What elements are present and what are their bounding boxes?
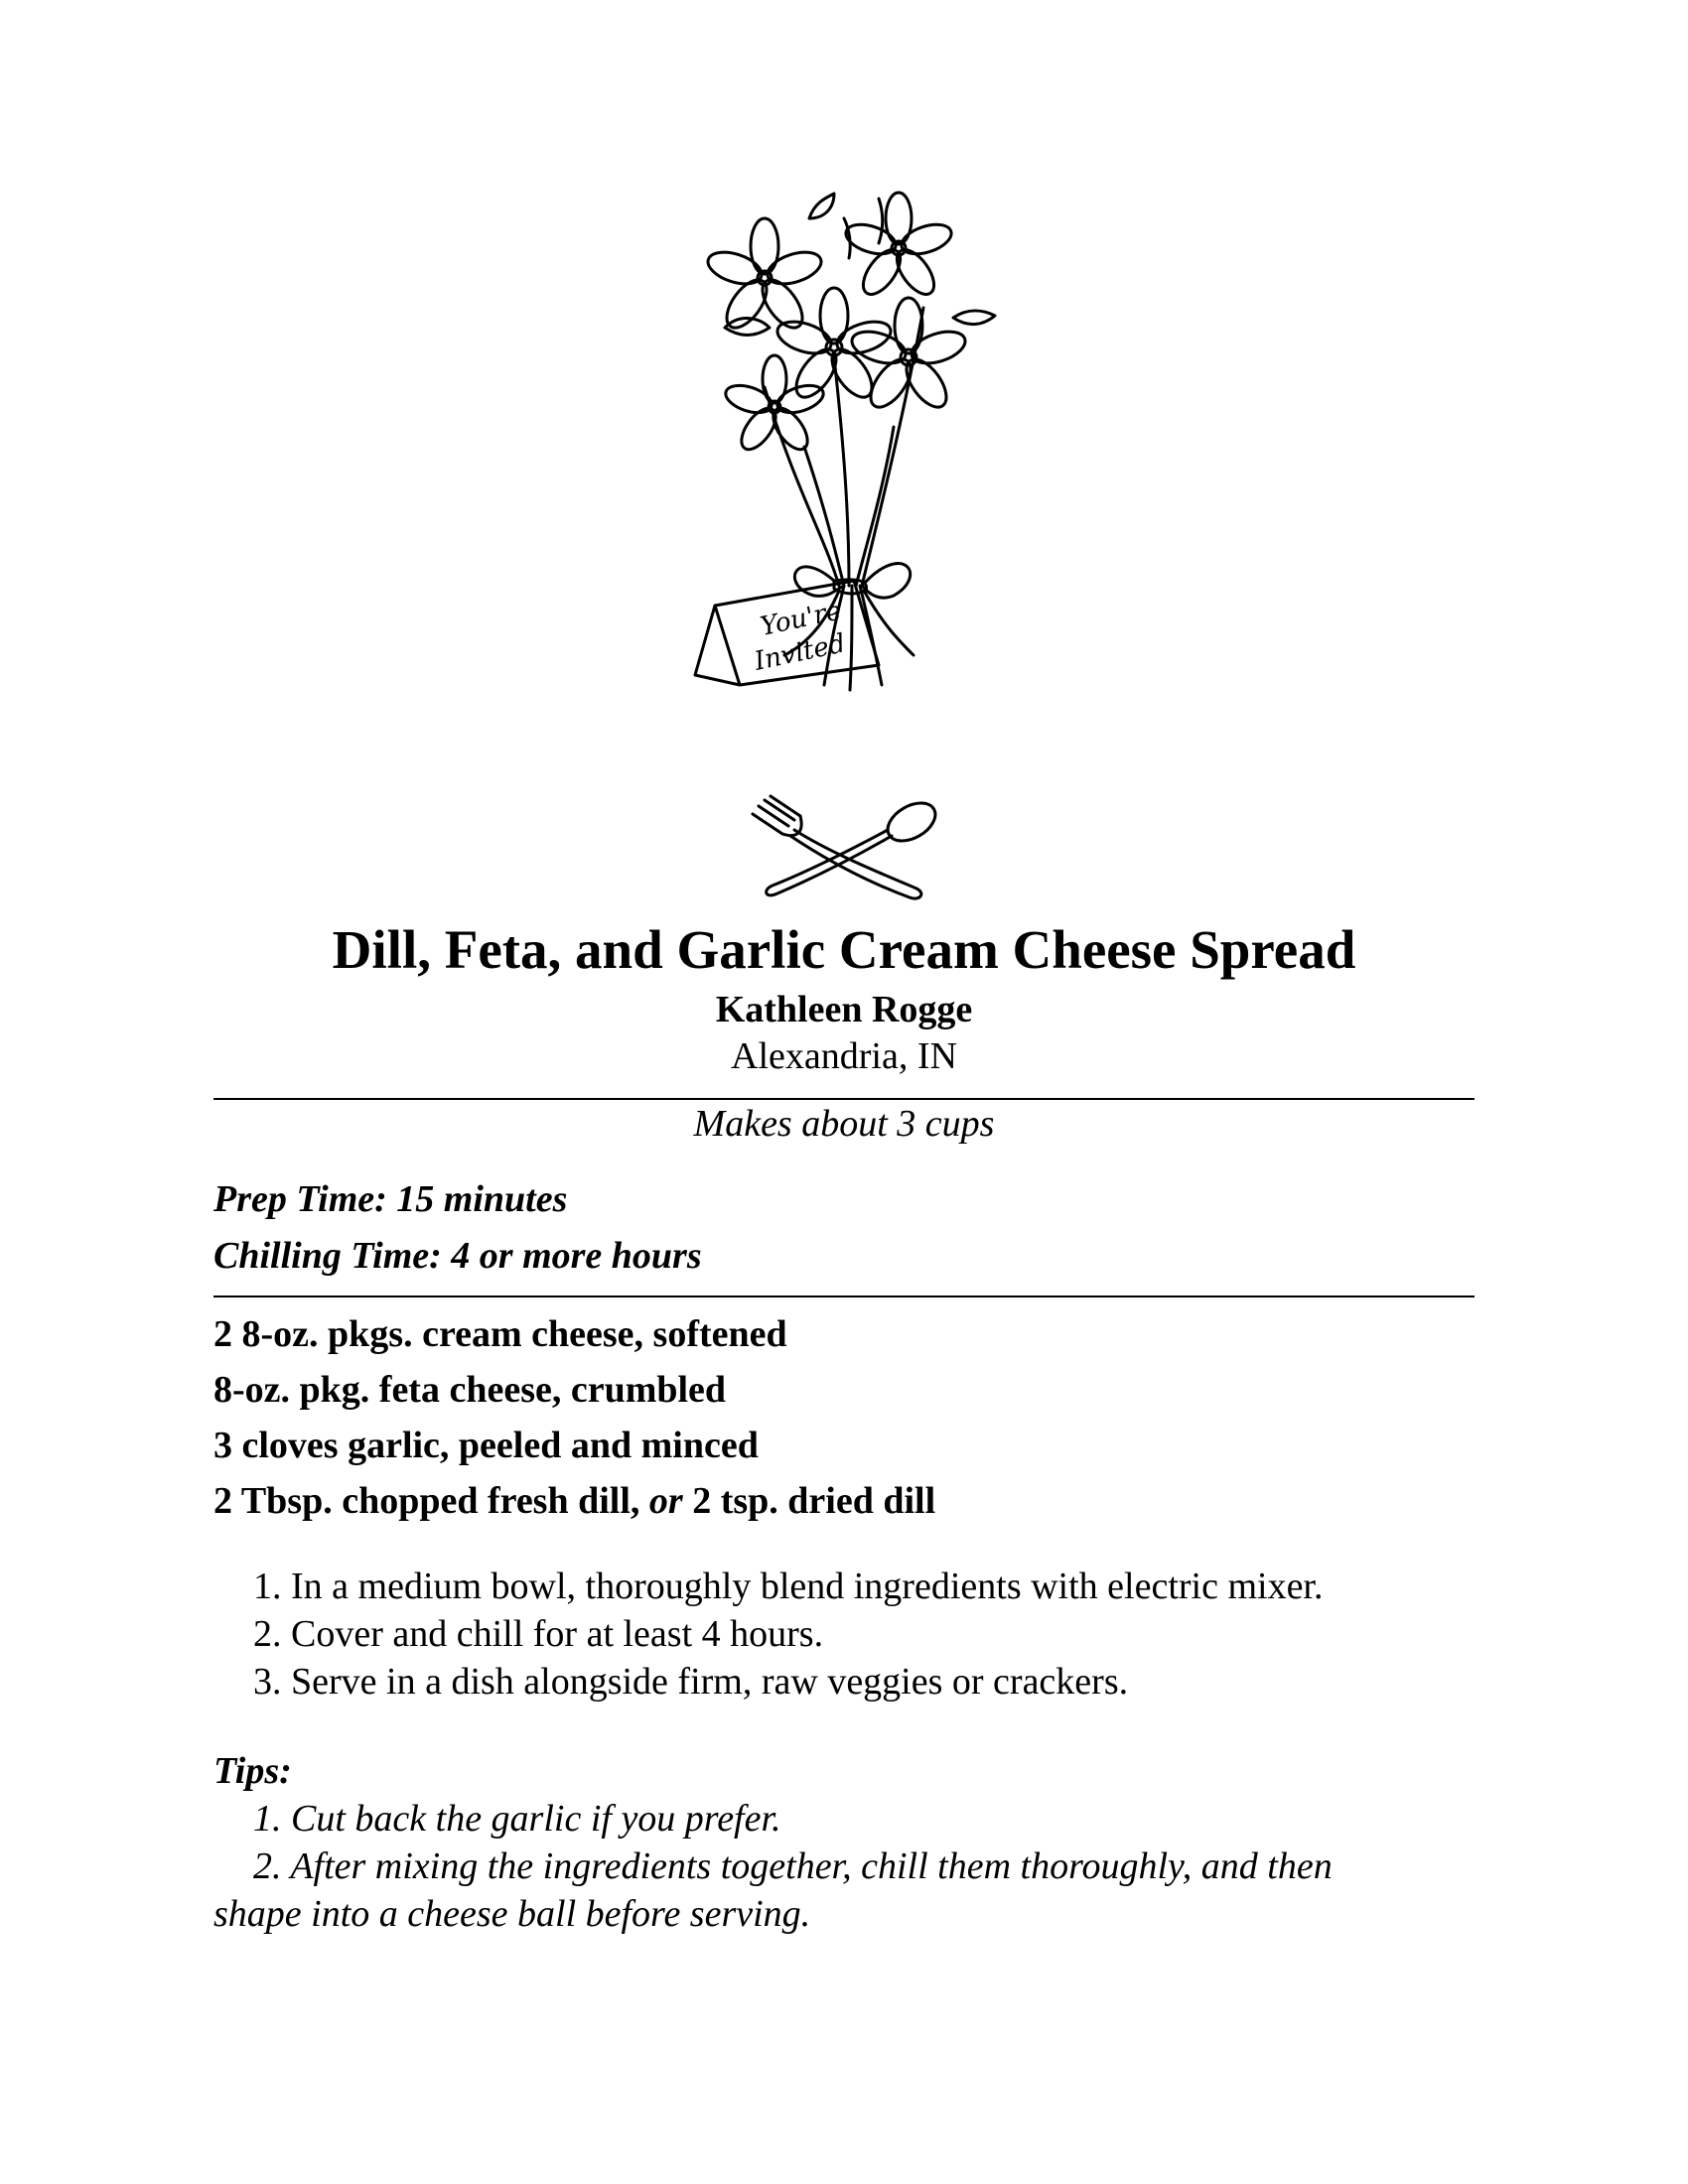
divider-bottom (213, 1296, 1475, 1297)
recipe-author: Kathleen Rogge (715, 989, 973, 1030)
chilling-time: Chilling Time: 4 or more hours (213, 1235, 702, 1277)
svg-text:Invited: Invited (752, 628, 848, 677)
ingredient-text: 2 tsp. dried dill (682, 1480, 936, 1522)
flower-bouquet-icon (685, 189, 1003, 715)
ingredient-text: 2 Tbsp. chopped fresh dill, (213, 1480, 649, 1522)
ingredient-or-word: or (648, 1480, 683, 1522)
directions-list (253, 1563, 1324, 1706)
ingredient-item (213, 1473, 935, 1529)
tip-item: 2. After mixing the ingredients together, chill them thoroughly, and then (253, 1845, 1333, 1887)
svg-text:You're: You're (758, 596, 844, 642)
direction-step: 2. Cover and chill for at least 4 hours. (253, 1613, 824, 1655)
author-location: Alexandria, IN (731, 1035, 957, 1077)
ingredient-item: 3 cloves garlic, peeled and minced (213, 1425, 759, 1466)
direction-step: 1. In a medium bowl, thoroughly blend ingredients with electric mixer. (253, 1566, 1324, 1607)
ingredient-item: 8-oz. pkg. feta cheese, crumbled (213, 1369, 727, 1411)
ingredient-item: 2 8-oz. pkgs. cream cheese, softened (213, 1313, 787, 1355)
tip-item: 1. Cut back the garlic if you prefer. (253, 1798, 781, 1840)
ingredients-list (213, 1306, 935, 1529)
tip-item-continuation: shape into a cheese ball before serving. (213, 1893, 811, 1935)
recipe-yield: Makes about 3 cups (693, 1103, 995, 1145)
fork-and-spoon-icon (743, 794, 941, 908)
direction-step: 3. Serve in a dish alongside firm, raw veggies or crackers. (253, 1661, 1129, 1703)
tips-heading: Tips: (213, 1750, 292, 1792)
prep-time: Prep Time: 15 minutes (213, 1178, 568, 1220)
recipe-title: Dill, Feta, and Garlic Cream Cheese Spread (332, 919, 1356, 980)
